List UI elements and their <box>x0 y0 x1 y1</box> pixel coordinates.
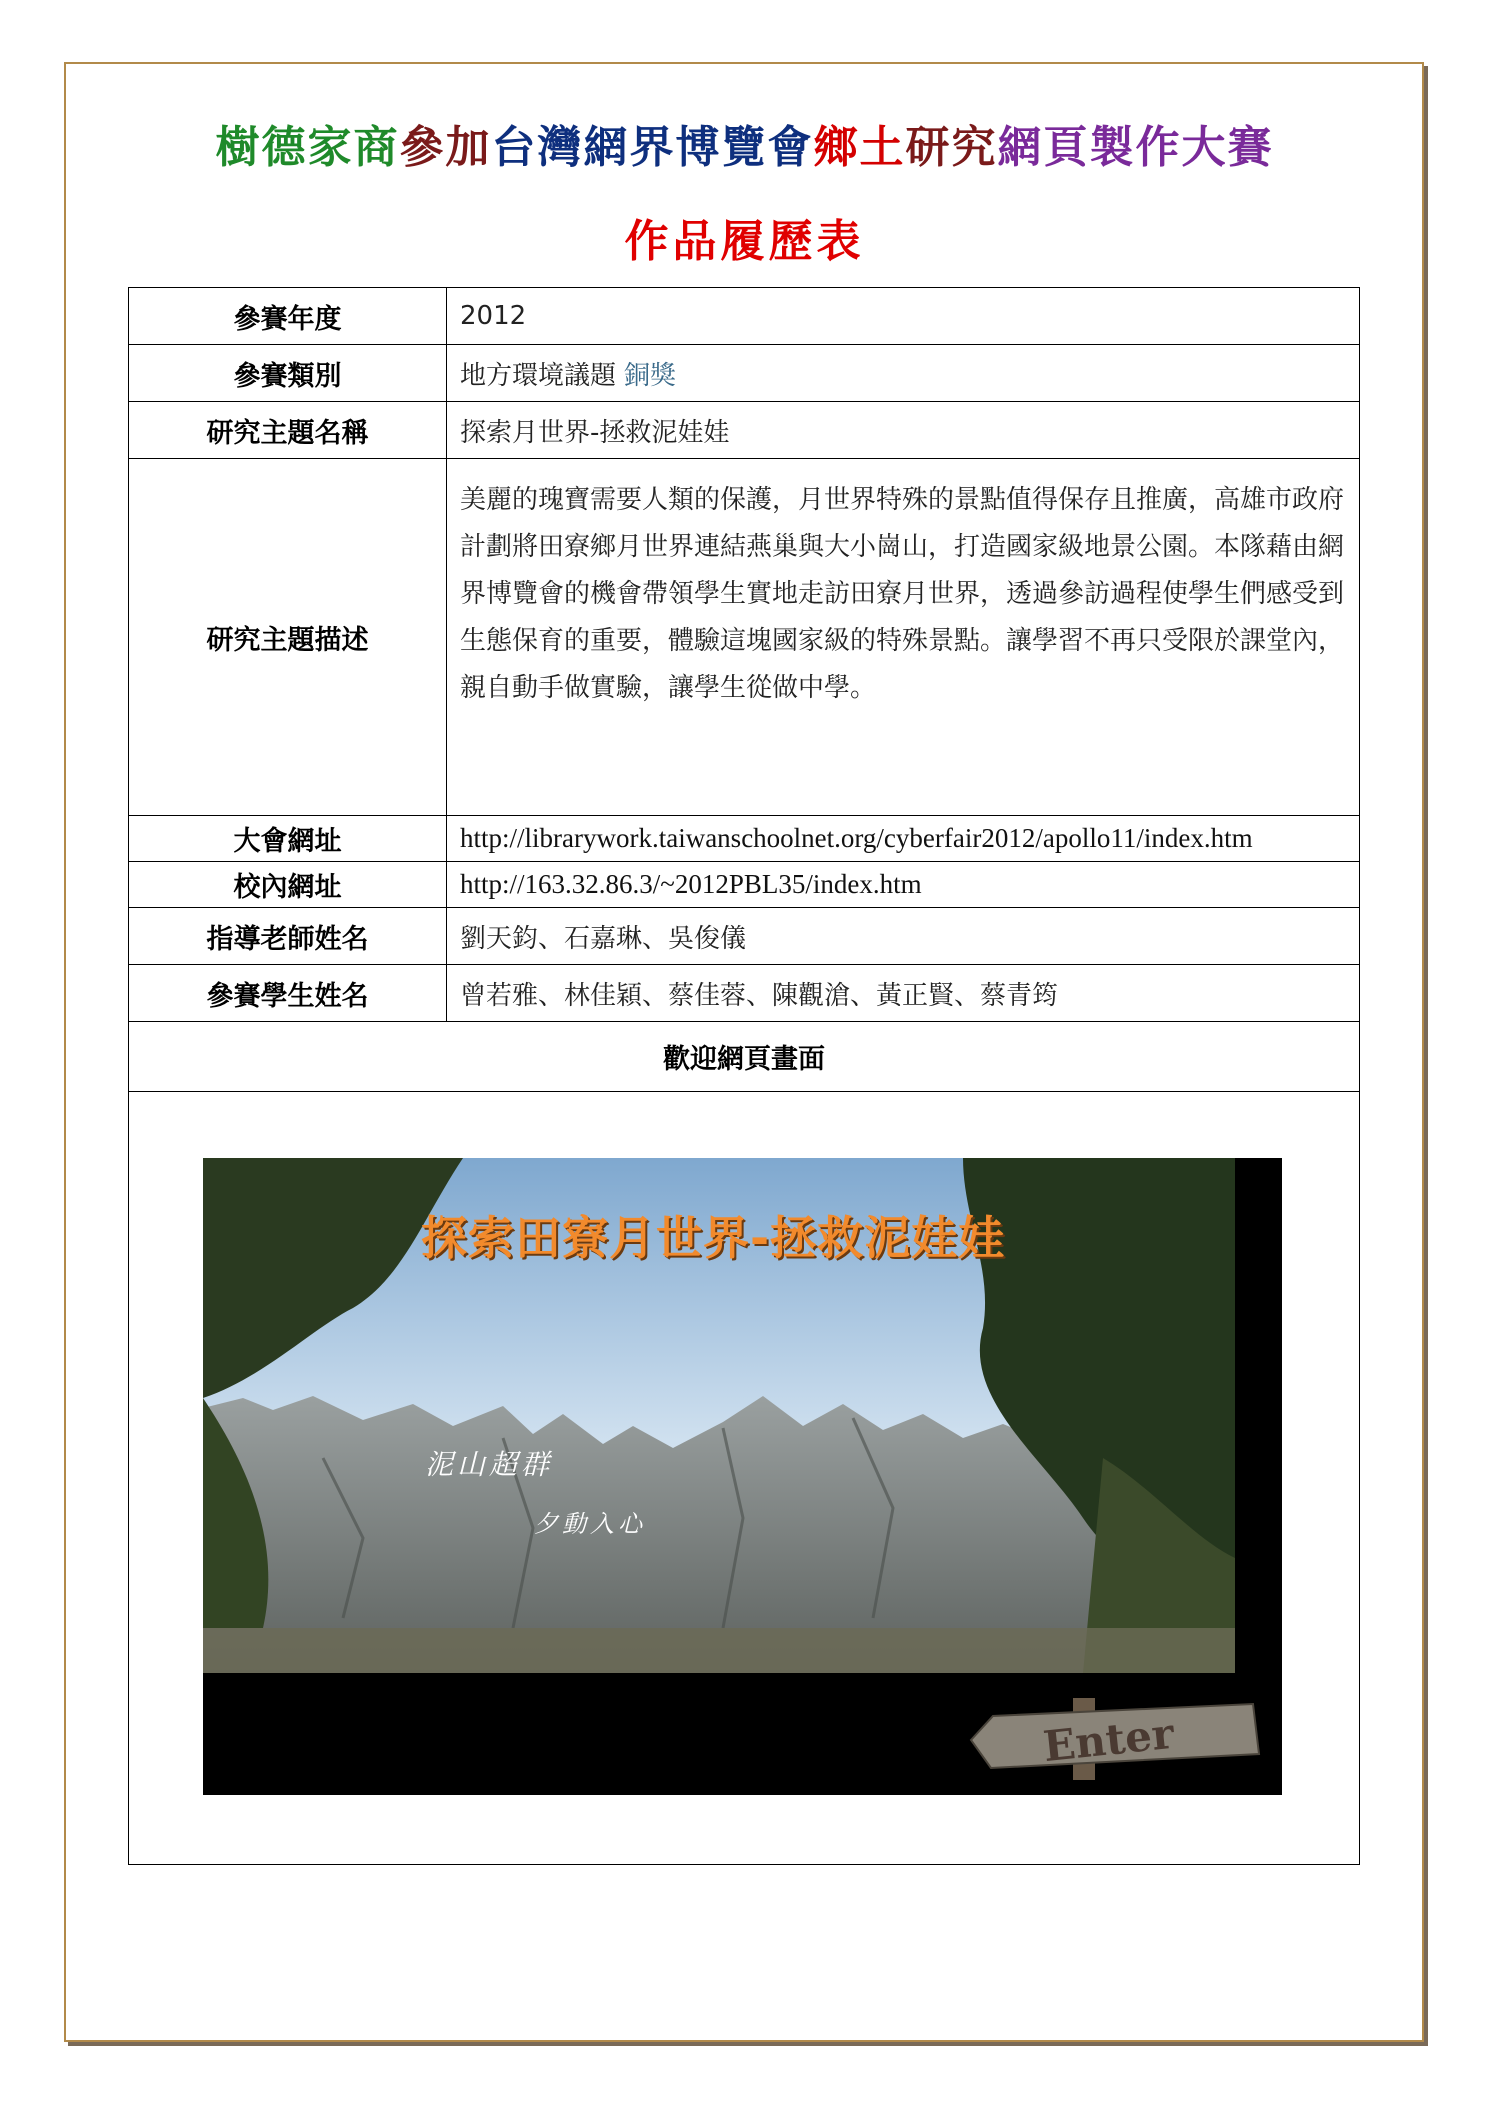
screenshot-poem-line1: 泥山超群 <box>425 1448 554 1481</box>
table-row <box>129 965 1360 1022</box>
category-label: 參賽類別 <box>129 345 447 402</box>
official-url-label: 大會網址 <box>129 816 447 862</box>
topic-value: 探索月世界-拯救泥娃娃 <box>447 402 1360 459</box>
year-value: 2012 <box>447 288 1360 345</box>
category-value: 地方環境議題 <box>460 360 617 391</box>
enter-label[interactable]: Enter <box>1040 1708 1177 1772</box>
teachers-value: 劉天鈞、石嘉琳、吳俊儀 <box>447 908 1360 965</box>
table-row <box>129 862 1360 908</box>
title-segment: 台灣網界博覽會 <box>491 122 814 173</box>
screenshot-title: 探索田寮月世界-拯救泥娃娃 <box>421 1211 1006 1265</box>
teachers-label: 指導老師姓名 <box>129 908 447 965</box>
title-segment: 樹德家商 <box>215 122 400 173</box>
category-cell <box>447 345 1360 402</box>
table-row <box>129 816 1360 862</box>
official-url-value[interactable]: http://librarywork.taiwanschoolnet.org/cyberfair2012/apollo11/index.htm <box>447 816 1360 862</box>
screenshot-poem-line2: 夕動入心 <box>534 1510 646 1538</box>
description-label: 研究主題描述 <box>129 459 447 816</box>
students-label: 參賽學生姓名 <box>129 965 447 1022</box>
title-segment: 網頁製作大賽 <box>997 122 1274 173</box>
welcome-page-screenshot <box>203 1158 1282 1795</box>
table-row <box>129 288 1360 345</box>
description-value: 美麗的瑰寶需要人類的保護，月世界特殊的景點值得保存且推廣，高雄市政府計劃將田寮鄉月世界連結燕巢與大小崗山，打造國家級地景公園。本隊藉由網界博覽會的機會帶領學生實地走訪田寮月世界，透過參訪過程使學生們感受到生態保育的重要，體驗這塊國家級的特殊景點。讓學習不再只受限於課堂內，親自動手做實驗，讓學生從做中學。 <box>460 485 1345 703</box>
description-cell <box>447 459 1360 816</box>
page-subtitle: 作品履歷表 <box>624 216 865 267</box>
students-value: 曾若雅、林佳穎、蔡佳蓉、陳觀滄、黃正賢、蔡青筠 <box>447 965 1360 1022</box>
title-segment: 鄉土 <box>813 122 906 173</box>
year-label: 參賽年度 <box>129 288 447 345</box>
table-row <box>129 1022 1360 1092</box>
title-segment: 研究 <box>905 122 998 173</box>
table-row <box>129 459 1360 816</box>
table-row <box>129 908 1360 965</box>
welcome-label: 歡迎網頁畫面 <box>129 1022 1360 1092</box>
topic-label: 研究主題名稱 <box>129 402 447 459</box>
page-title <box>0 118 1489 178</box>
school-url-label: 校內網址 <box>129 862 447 908</box>
table-row <box>129 402 1360 459</box>
title-segment: 參加 <box>399 122 492 173</box>
enter-sign[interactable] <box>963 1698 1263 1780</box>
table-row <box>129 345 1360 402</box>
school-url-value[interactable]: http://163.32.86.3/~2012PBL35/index.htm <box>447 862 1360 908</box>
award-value: 銅獎 <box>624 360 677 391</box>
